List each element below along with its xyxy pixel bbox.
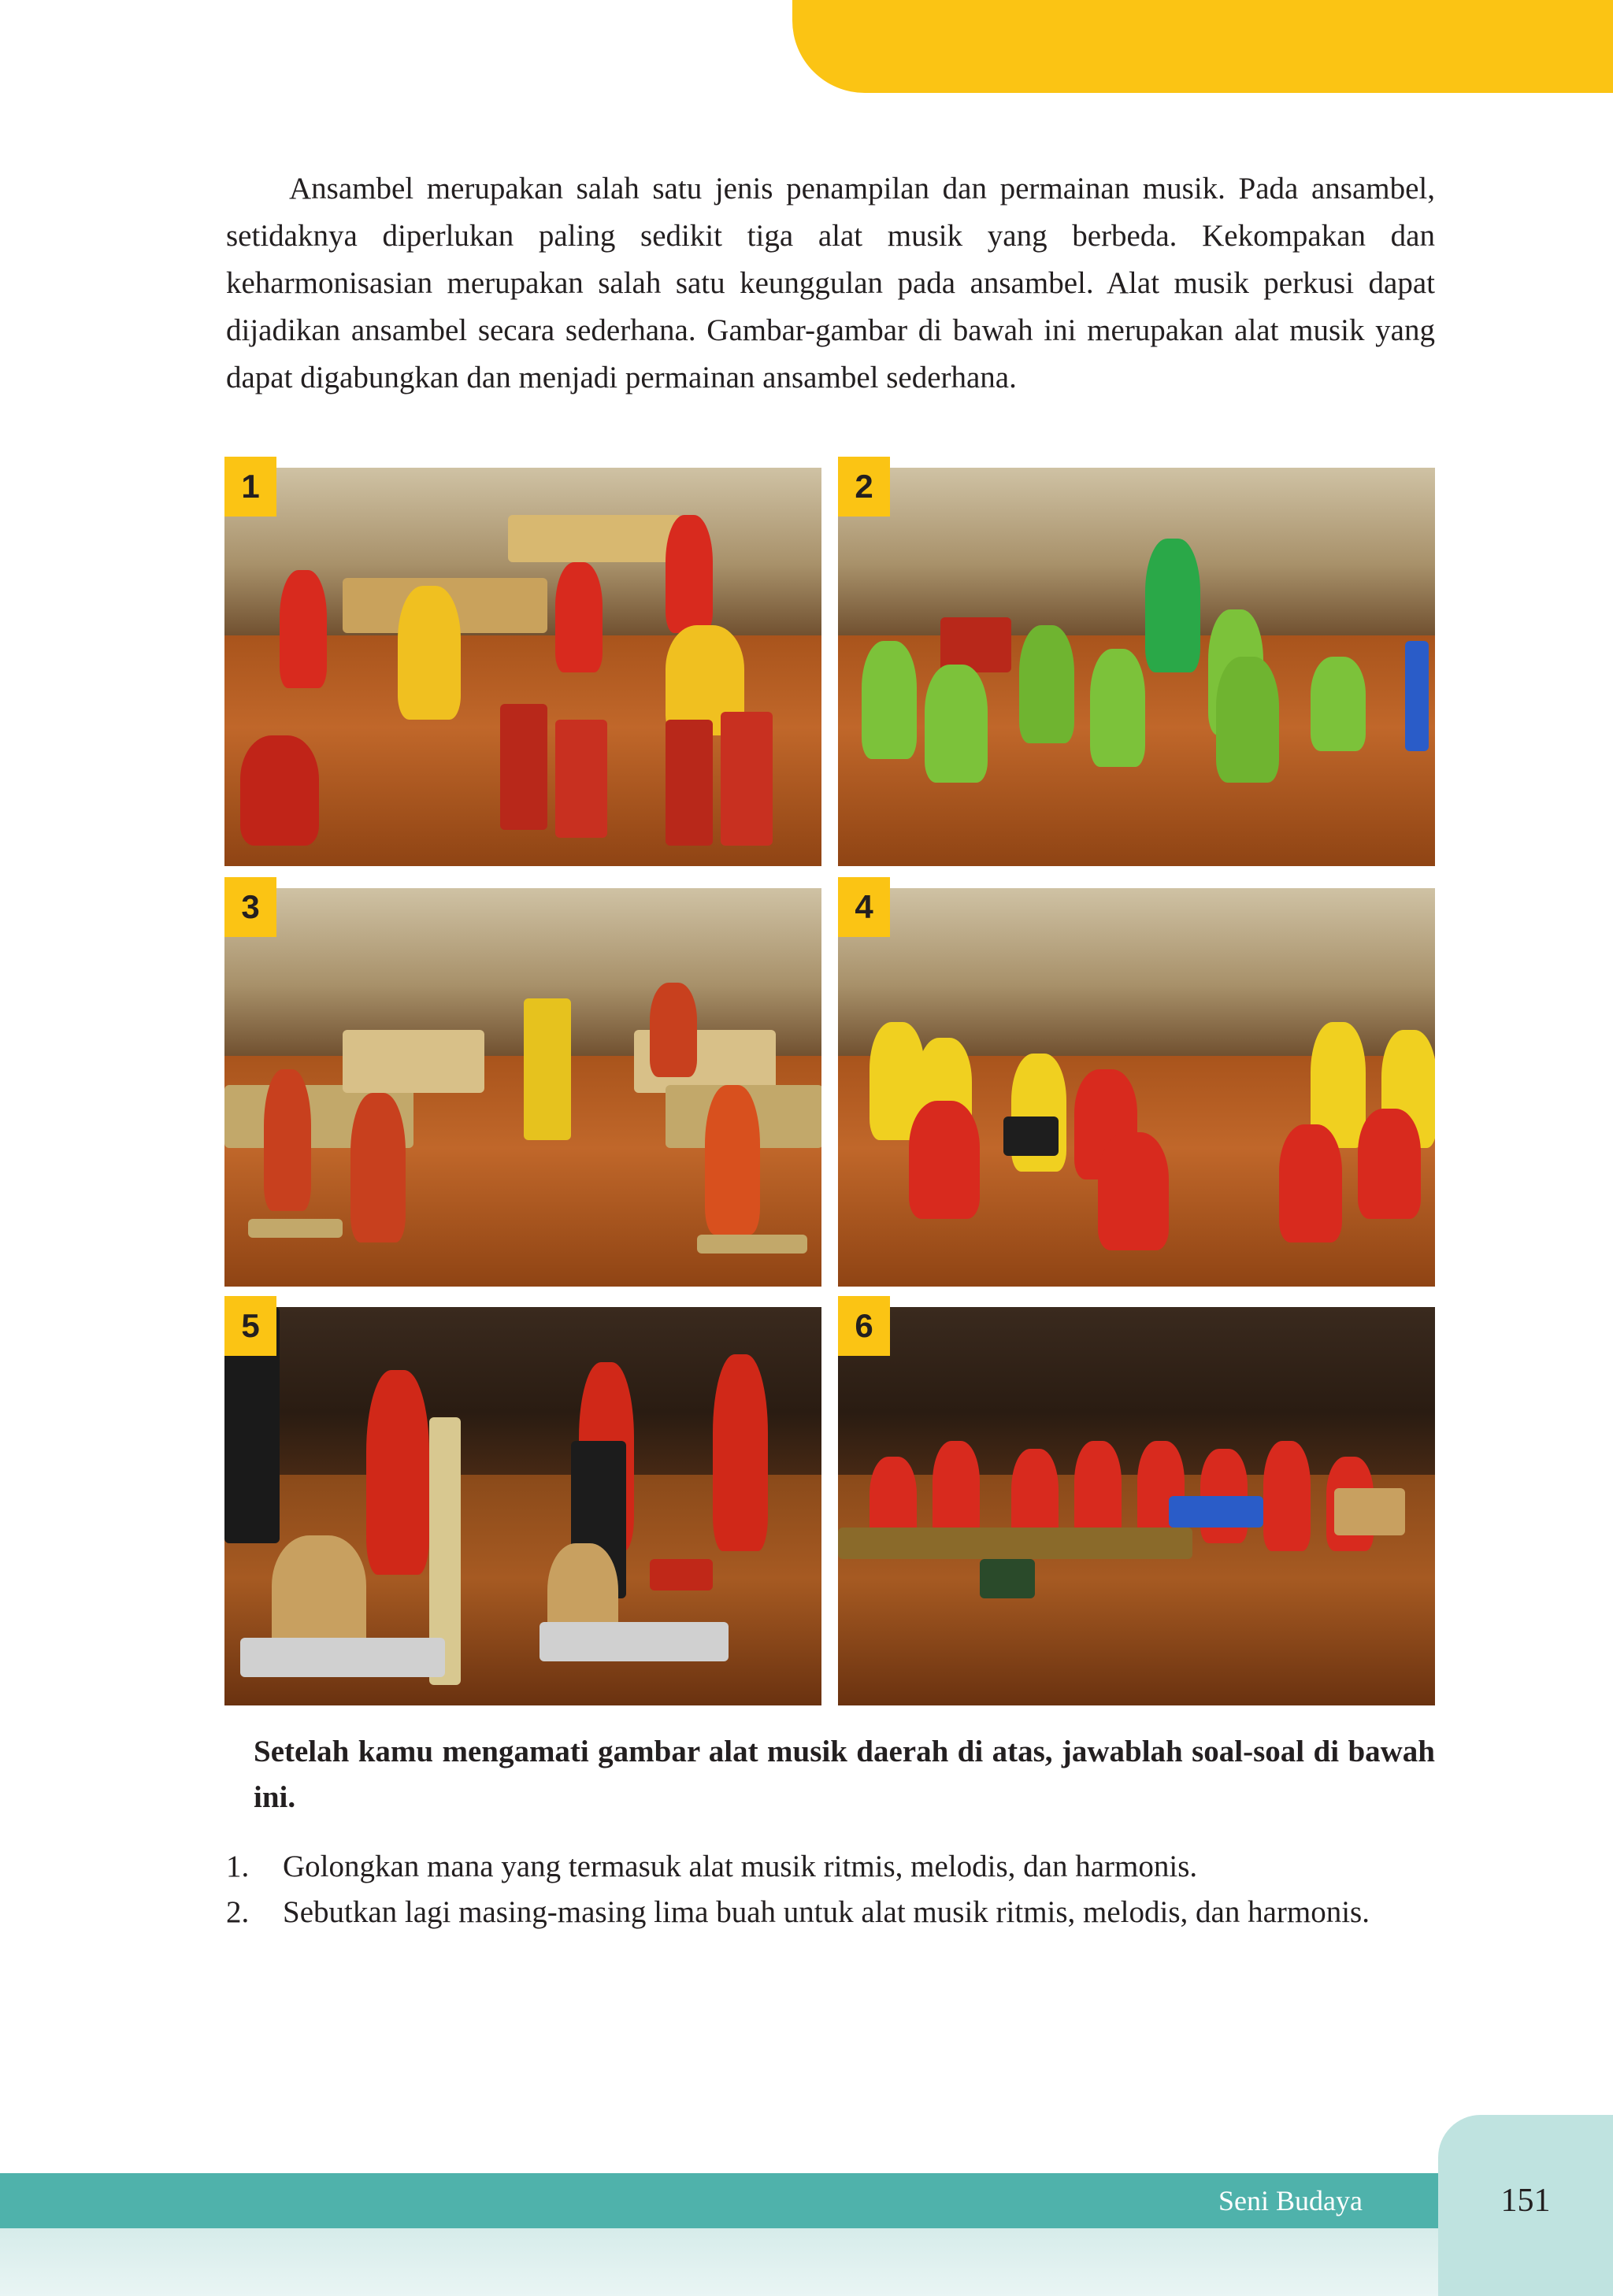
photo-2 [838,468,1435,866]
footer-book-title: Seni Budaya [1218,2185,1363,2216]
photo-number-badge: 2 [838,457,890,517]
question-item [226,1890,1435,1935]
question-list [226,1844,1435,1935]
footer-band [0,2173,1613,2228]
question-number: 1. [226,1850,250,1883]
question-text: Sebutkan lagi masing-masing lima buah untuk alat musik ritmis, melodis, dan harmonis. [283,1895,1370,1929]
photo-1 [224,468,821,866]
photo-number-badge: 4 [838,877,890,937]
instruction-text: Setelah kamu mengamati gambar alat musik daerah di atas, jawablah soal-soal di bawah ini. [254,1735,1435,1814]
photo-number-badge: 1 [224,457,276,517]
photo-4 [838,888,1435,1287]
intro-paragraph: Ansambel merupakan salah satu jenis penampilan dan permainan musik. Pada ansambel, setidaknya diperlukan paling sedikit tiga alat musik yang berbeda. Kekompakan dan keharmonisasian merupakan salah satu keunggulan pada ansambel. Alat musik perkusi dapat dijadikan ansambel secara sederhana. Gambar-gambar di bawah ini merupakan alat musik yang dapat digabungkan dan menjadi permainan ansambel sederhana. [226,172,1435,394]
question-item [226,1844,1435,1890]
photo-6 [838,1307,1435,1705]
page-number: 151 [1500,2183,1551,2219]
photo-3 [224,888,821,1287]
photo-number-badge: 3 [224,877,276,937]
photo-number-badge: 6 [838,1296,890,1356]
footer-pattern [0,2228,1613,2296]
question-number: 2. [226,1895,250,1929]
photo-number-badge: 5 [224,1296,276,1356]
header-tab [792,0,1613,93]
question-text: Golongkan mana yang termasuk alat musik ritmis, melodis, dan harmonis. [283,1850,1198,1883]
photo-5 [224,1307,821,1705]
